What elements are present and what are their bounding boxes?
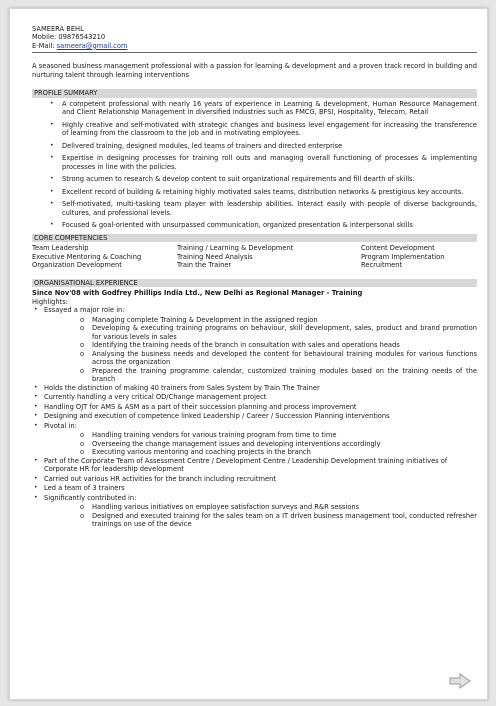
highlight-item xyxy=(32,457,477,474)
candidate-name: SAMEERA BEHL xyxy=(32,25,84,33)
highlight-item xyxy=(32,484,477,493)
highlight-sub-list xyxy=(80,316,477,384)
sub-bullet-icon: o xyxy=(80,448,85,457)
sub-bullet-icon: o xyxy=(80,431,85,440)
summary-item-text: Delivered training, designed modules, led teams of trainers and directed enterprise xyxy=(62,141,343,150)
summary-item xyxy=(50,221,477,230)
summary-paragraph: A seasoned business management professional with a passion for learning & development and a proven track record in building and nurturing talent through learning interventions xyxy=(32,62,477,79)
bullet-icon: • xyxy=(50,141,54,149)
highlight-sub-item-text: Handling various initiatives on employee satisfaction surveys and R&R sessions xyxy=(92,503,360,512)
highlight-sub-item-text: Handling training vendors for various training program from time to time xyxy=(92,431,337,440)
summary-item-text: Highly creative and self-motivated with strategic changes and business level engagement for increasing the transference of learning from the classroom to the job and in motivating employees. xyxy=(62,120,477,138)
summary-item-text: Focused & goal-oriented with unsurpassed communication, organized presentation & interpersonal skills xyxy=(62,221,413,230)
summary-item xyxy=(50,121,477,138)
sub-bullet-icon: o xyxy=(80,315,85,324)
highlight-item xyxy=(32,306,477,315)
summary-item xyxy=(50,188,477,197)
bullet-icon: • xyxy=(50,221,54,229)
experience-highlights-list xyxy=(32,306,477,529)
sub-bullet-icon: o xyxy=(80,349,85,358)
highlight-item-text: Significantly contributed in: xyxy=(44,493,137,502)
highlight-sub-item-text: Designed and executed training for the sales team on a IT driven business management tool, conducted refresher trainings on use of the device xyxy=(92,511,477,529)
bullet-icon: • xyxy=(34,393,38,401)
highlights-label: Highlights: xyxy=(32,297,68,306)
highlight-item-text: Pivotal in: xyxy=(44,421,77,430)
section-title-experience: ORGANISATIONAL EXPERIENCE xyxy=(32,279,477,288)
highlight-sub-item xyxy=(80,431,477,440)
highlight-sub-item-text: Analysing the business needs and developed the content for behavioural training modules for various functions across the organization xyxy=(92,349,477,367)
highlight-sub-item xyxy=(80,316,477,325)
highlight-item-text: Handling OJT for AMS & ASM as a part of their succession planning and process improvement xyxy=(44,402,357,411)
competency-item: Training Need Analysis xyxy=(177,252,253,261)
highlight-item xyxy=(32,494,477,503)
bullet-icon: • xyxy=(50,99,54,107)
section-title-core-competencies: CORE COMPETENCIES xyxy=(32,234,477,243)
bullet-icon: • xyxy=(50,200,54,208)
competency-item: Content Development xyxy=(361,244,435,253)
highlight-item-text: Part of the Corporate Team of Assessment Centre / Development Centre / Leadership Development training initiatives of Corporate HR for leadership development xyxy=(44,456,448,474)
competency-item: Team Leadership xyxy=(32,244,89,253)
highlight-sub-item xyxy=(80,350,477,367)
mobile-line xyxy=(32,33,477,41)
sub-bullet-icon: o xyxy=(80,366,85,375)
competency-item: Recruitment xyxy=(361,261,403,270)
highlight-sub-item xyxy=(80,341,477,350)
highlight-sub-item-text: Prepared the training programme calendar, customized training modules based on the training needs of the branch xyxy=(92,366,477,384)
sub-bullet-icon: o xyxy=(80,341,85,350)
highlight-item xyxy=(32,412,477,421)
summary-item xyxy=(50,200,477,217)
bullet-icon: • xyxy=(34,306,38,314)
highlight-sub-list xyxy=(80,431,477,457)
highlight-sub-item xyxy=(80,503,477,512)
profile-summary-list xyxy=(32,100,477,230)
highlight-item-text: Currently handling a very critical OD/Change management project xyxy=(44,393,267,402)
competency-item: Program Implementation xyxy=(361,252,445,261)
highlight-sub-item xyxy=(80,324,477,341)
summary-item-text: Strong acumen to research & develop content to suit organizational requirements and fill dearth of skills. xyxy=(62,175,415,184)
sub-bullet-icon: o xyxy=(80,439,85,448)
bullet-icon: • xyxy=(34,493,38,501)
highlight-item xyxy=(32,422,477,431)
highlight-item-text: Designing and execution of competence linked Leadership / Career / Succession Planning interventions xyxy=(44,412,390,421)
competency-row xyxy=(32,253,477,262)
competency-item: Organization Development xyxy=(32,261,122,270)
highlight-sub-item xyxy=(80,440,477,449)
summary-item-text: Expertise in designing processes for training roll outs and managing overall functioning of processes & implementing processes in line with the policies. xyxy=(62,154,477,171)
bullet-icon: • xyxy=(34,484,38,492)
summary-item-text: A competent professional with nearly 16 years of experience in Learning & development, Human Resource Management and Client Relationship Management in diversified industries such as FMCG, BFSI, Hospitality, Telecom, Retail xyxy=(62,99,477,117)
highlight-item xyxy=(32,475,477,484)
competency-item: Executive Mentoring & Coaching xyxy=(32,252,142,261)
highlight-sub-item-text: Executing various mentoring and coaching projects in the branch xyxy=(92,448,311,457)
bullet-icon: • xyxy=(34,456,38,464)
highlight-sub-item xyxy=(80,448,477,457)
bullet-icon: • xyxy=(50,154,54,162)
summary-item xyxy=(50,142,477,151)
highlight-sub-item-text: Overseeing the change management issues and developing interventions accordingly xyxy=(92,439,381,448)
summary-item-text: Self-motivated, multi-tasking team player with leadership abilities. Interact easily with people of diverse backgrounds, cultures, and professional levels. xyxy=(62,200,477,217)
highlight-item-text: Led a team of 3 trainers xyxy=(44,484,125,493)
summary-item xyxy=(50,175,477,184)
highlight-sub-item xyxy=(80,367,477,384)
summary-item xyxy=(50,100,477,117)
core-competencies-table xyxy=(32,244,477,270)
resume-page xyxy=(9,8,488,700)
bullet-icon: • xyxy=(34,421,38,429)
email-label: E-Mail: xyxy=(32,41,55,50)
sub-bullet-icon: o xyxy=(80,511,85,520)
highlight-sub-list xyxy=(80,503,477,529)
email-line xyxy=(32,42,477,50)
bullet-icon: • xyxy=(50,175,54,183)
highlight-item xyxy=(32,384,477,393)
competency-row xyxy=(32,244,477,253)
summary-item-text: Excellent record of building & retaining highly motivated sales teams, distribution networks & prestigious key accounts. xyxy=(62,187,464,196)
highlight-sub-item-text: Identifying the training needs of the branch in consultation with sales and operations heads xyxy=(92,341,400,350)
highlight-item-text: Carried out various HR activities for the branch including recruitment xyxy=(44,474,276,483)
bullet-icon: • xyxy=(50,187,54,195)
header-divider xyxy=(32,52,477,53)
sub-bullet-icon: o xyxy=(80,324,85,333)
competency-item: Training / Learning & Development xyxy=(177,244,294,253)
highlight-item xyxy=(32,403,477,412)
next-arrow-icon[interactable] xyxy=(449,673,471,689)
highlight-sub-item-text: Managing complete Training & Development in the assigned region xyxy=(92,315,318,324)
bullet-icon: • xyxy=(34,474,38,482)
highlight-sub-item-text: Developing & executing training programs on behaviour, skill development, sales, product and brand promotion for various levels in sales xyxy=(92,324,477,341)
highlight-item xyxy=(32,393,477,402)
highlight-item-text: Holds the distinction of making 40 trainers from Sales System by Train The Trainer xyxy=(44,383,320,392)
experience-role-line: Since Nov'08 with Godfrey Phillips India Ltd., New Delhi as Regional Manager - Training xyxy=(32,289,363,298)
highlight-item-text: Essayed a major role in: xyxy=(44,306,125,315)
bullet-icon: • xyxy=(34,383,38,391)
sub-bullet-icon: o xyxy=(80,503,85,512)
competency-item: Train the Trainer xyxy=(177,261,232,270)
competency-row xyxy=(32,261,477,270)
bullet-icon: • xyxy=(34,402,38,410)
bullet-icon: • xyxy=(50,120,54,128)
highlight-sub-item xyxy=(80,512,477,529)
mobile-number: 09876543210 xyxy=(58,33,106,42)
mobile-label: Mobile: xyxy=(32,33,57,42)
summary-item xyxy=(50,154,477,171)
bullet-icon: • xyxy=(34,412,38,420)
section-title-profile-summary: PROFILE SUMMARY xyxy=(32,89,477,98)
email-link[interactable]: sameera@gmail.com xyxy=(56,41,128,50)
